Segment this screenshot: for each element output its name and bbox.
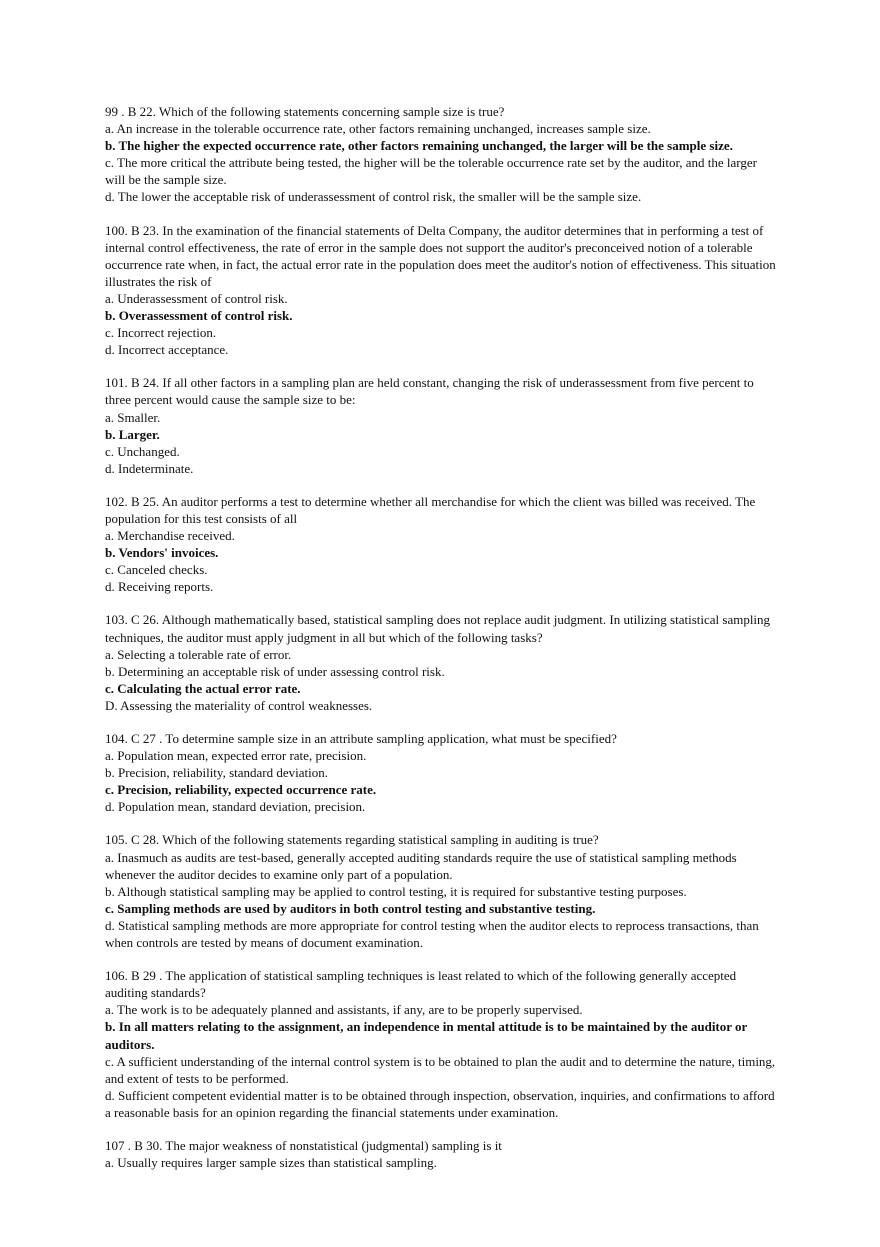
question-stem: 100. B 23. In the examination of the financial statements of Delta Company, the auditor determines that in performing a test of internal control effectiveness, the rate of error in the sample does not support the auditor's preconceived notion of a tolerable occurrence rate when, in fact, the actual error rate in the population does meet the auditor's notion of effectiveness. This situation illustrates the risk of	[105, 222, 776, 289]
answer-option: d. Statistical sampling methods are more appropriate for control testing when the auditor elects to reprocess transactions, than when controls are tested by means of document examination.	[105, 917, 759, 951]
question-105	[105, 831, 777, 951]
question-100	[105, 222, 777, 359]
question-106	[105, 967, 777, 1121]
answer-option: a. Selecting a tolerable rate of error.	[105, 646, 292, 662]
question-stem: 101. B 24. If all other factors in a sampling plan are held constant, changing the risk of underassessment from five percent to three percent would cause the sample size to be:	[105, 375, 754, 408]
answer-option: c. Incorrect rejection.	[105, 325, 217, 341]
question-stem: 107 . B 30. The major weakness of nonstatistical (judgmental) sampling is it	[105, 1137, 502, 1153]
answer-option-correct: b. Vendors' invoices.	[105, 545, 219, 561]
question-stem: 103. C 26. Although mathematically based, statistical sampling does not replace audit judgment. In utilizing statistical sampling techniques, the auditor must apply judgment in all but which of the following tasks?	[105, 612, 771, 645]
answer-option-correct: b. The higher the expected occurrence rate, other factors remaining unchanged, the larger will be the sample size.	[105, 138, 733, 154]
answer-option: d. The lower the acceptable risk of underassessment of control risk, the smaller will be the sample size.	[105, 189, 642, 205]
answer-option: c. Unchanged.	[105, 443, 180, 459]
answer-option: D. Assessing the materiality of control weaknesses.	[105, 697, 373, 713]
answer-option: d. Population mean, standard deviation, precision.	[105, 799, 366, 815]
answer-option: a. Inasmuch as audits are test-based, generally accepted auditing standards require the use of statistical sampling methods whenever the auditor decides to examine only part of a population.	[105, 849, 737, 882]
answer-option: a. The work is to be adequately planned and assistants, if any, are to be properly supervised.	[105, 1002, 583, 1018]
question-103	[105, 611, 777, 714]
answer-option-correct: c. Calculating the actual error rate.	[105, 680, 301, 696]
answer-option-correct: c. Sampling methods are used by auditors in both control testing and substantive testing.	[105, 900, 596, 916]
question-107	[105, 1137, 777, 1171]
question-stem: 105. C 28. Which of the following statements regarding statistical sampling in auditing is true?	[105, 832, 599, 848]
question-stem: 106. B 29 . The application of statistical sampling techniques is least related to which of the following generally accepted auditing standards?	[105, 968, 737, 1001]
answer-option: a. Smaller.	[105, 409, 161, 425]
answer-option: d. Sufficient competent evidential matter is to be obtained through inspection, observation, inquiries, and confirmations to afford a reasonable basis for an opinion regarding the financial statements under examination.	[105, 1087, 775, 1120]
question-99	[105, 103, 777, 206]
question-stem: 102. B 25. An auditor performs a test to determine whether all merchandise for which the client was billed was received. The population for this test consists of all	[105, 493, 756, 526]
answer-option: d. Indeterminate.	[105, 460, 194, 476]
answer-option: a. Population mean, expected error rate, precision.	[105, 748, 367, 764]
question-104	[105, 730, 777, 815]
question-stem: 104. C 27 . To determine sample size in an attribute sampling application, what must be specified?	[105, 731, 617, 746]
answer-option: d. Incorrect acceptance.	[105, 342, 229, 358]
answer-option: a. Usually requires larger sample sizes than statistical sampling.	[105, 1155, 437, 1171]
answer-option: c. A sufficient understanding of the internal control system is to be obtained to plan the audit and to determine the nature, timing, and extent of tests to be performed.	[105, 1053, 776, 1086]
answer-option-correct: b. In all matters relating to the assignment, an independence in mental attitude is to be maintained by the auditor or auditors.	[105, 1019, 748, 1052]
answer-option: a. Merchandise received.	[105, 528, 235, 544]
question-102	[105, 493, 777, 596]
answer-option: d. Receiving reports.	[105, 579, 214, 595]
answer-option: c. The more critical the attribute being tested, the higher will be the tolerable occurrence rate set by the auditor, and the larger will be the sample size.	[105, 155, 757, 188]
question-101	[105, 374, 777, 477]
answer-option: b. Although statistical sampling may be applied to control testing, it is required for substantive testing purposes.	[105, 883, 687, 899]
answer-option: b. Precision, reliability, standard deviation.	[105, 765, 328, 781]
question-stem: 99 . B 22. Which of the following statements concerning sample size is true?	[105, 104, 505, 119]
answer-option: c. Canceled checks.	[105, 562, 208, 578]
answer-option-correct: c. Precision, reliability, expected occurrence rate.	[105, 782, 377, 798]
answer-option: b. Determining an acceptable risk of under assessing control risk.	[105, 663, 445, 679]
answer-option: a. An increase in the tolerable occurrence rate, other factors remaining unchanged, increases sample size.	[105, 121, 651, 137]
answer-option-correct: b. Overassessment of control risk.	[105, 308, 293, 324]
answer-option-correct: b. Larger.	[105, 426, 160, 442]
answer-option: a. Underassessment of control risk.	[105, 290, 288, 306]
document-page	[105, 103, 777, 1187]
